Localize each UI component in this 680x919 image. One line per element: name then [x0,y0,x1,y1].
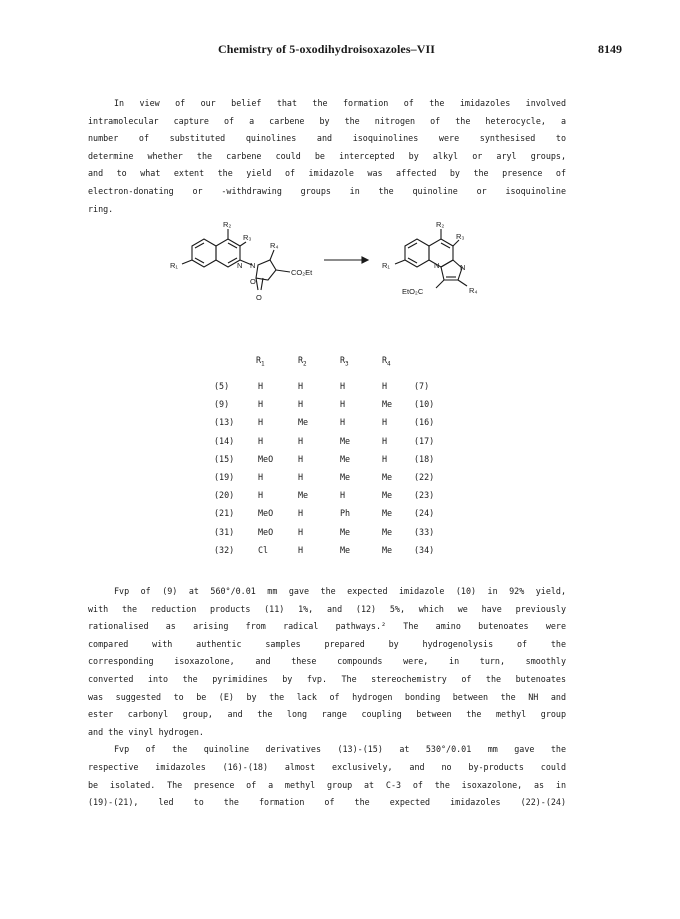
table-row [200,545,500,563]
text-line: intramolecular capture of a carbene by the nitrogen of the heterocycle, a [88,115,566,126]
table-row [200,472,500,490]
r1-value: H [258,490,264,501]
r4-value: Me [382,526,393,537]
paragraph-intro [88,95,566,218]
text-line: be isolated. The presence of a methyl group at C-3 of the isoxazolone, as in [88,779,566,790]
label-o-carbonyl: O [256,293,262,302]
label-r4-right: R₄ [469,286,478,295]
compound-number: (15) [214,453,235,464]
label-eto2c: EtO₂C [402,287,424,296]
label-n1-left: N [237,261,243,270]
text-line: Fvp of (9) at 560°/0.01 mm gave the expected imidazole (10) in 92% yield, [114,586,566,596]
compound-number: (20) [214,490,235,501]
paragraph-results [88,583,566,812]
text-line: electron-donating or -withdrawing groups in the quinoline or isoquinoline [88,185,566,196]
table-row [200,508,500,526]
label-r4-left: R₄ [270,241,279,250]
product-number: (23) [414,490,435,501]
header-r1: $R_1$ [256,355,265,368]
table-row [200,454,500,472]
text-line: number of substituted quinolines and isoquinolines were synthesised to [88,133,566,144]
label-co2et: CO₂Et [291,268,313,277]
compound-number: (31) [214,526,235,537]
product-number: (24) [414,508,435,519]
r4-value: Me [382,490,393,501]
r2-value: H [298,526,304,537]
starting-material-labels [170,220,313,302]
r4-value: H [382,381,388,391]
r1-value: MeO [258,508,274,519]
r1-value: MeO [258,453,274,464]
r3-value: Me [340,472,351,482]
r3-value: H [340,399,346,410]
r2-value: Me [298,417,309,428]
r1-value: H [258,472,264,482]
r1-value: H [258,399,264,410]
label-r1-right: R₁ [382,261,390,270]
product-labels [382,220,477,296]
r1-value: MeO [258,526,274,537]
label-n1-right: N [434,261,440,270]
compound-number: (13) [214,417,235,428]
table-row [200,399,500,417]
label-r3-right: R₃ [456,232,465,241]
r4-value: Me [382,508,393,519]
page-number: 8149 [598,42,622,56]
r3-value: Me [340,453,351,464]
compound-number: (19) [214,472,235,482]
running-header [0,42,680,62]
r4-value: Me [382,544,393,555]
r1-value: H [258,417,264,428]
r3-value: Ph [340,508,351,519]
compound-number: (21) [214,508,235,519]
product-number: (16) [414,417,435,428]
text-line: compared with authentic samples prepared by hydrogenolysis of the [88,638,566,649]
table-row [200,490,500,508]
r2-value: H [298,508,304,519]
product-number: (33) [414,526,435,537]
text-line: Fvp of the quinoline derivatives (13)-(15) at 530°/0.01 mm gave the [114,744,566,755]
text-line: determine whether the carbene could be intercepted by alkyl or aryl groups, [88,150,566,161]
text-line: with the reduction products (11) 1%, and (12) 5%, which we have previously [88,603,566,614]
text-line: (19)-(21), led to the formation of the expected imidazoles (22)-(24) [88,797,566,808]
compound-number: (32) [214,544,235,555]
label-n2-right: N [460,263,466,272]
table-row [200,436,500,454]
table-row [200,527,500,545]
running-title: Chemistry of 5-oxodihydroisoxazoles–VII [218,42,436,56]
table-row [200,381,500,399]
r3-value: H [340,490,346,501]
compound-number: (5) [214,381,230,391]
text-line: ester carbonyl group, and the long range coupling between the methyl group [88,709,566,720]
r1-value: H [258,381,264,391]
r3-value: H [340,417,346,428]
label-o-ring: O [250,277,256,286]
product-number: (34) [414,544,435,555]
table-row [200,417,500,435]
product-number: (17) [414,435,435,446]
r3-value: Me [340,544,351,555]
reaction-scheme [170,218,510,310]
r2-value: H [298,472,304,482]
label-r1-left: R₁ [170,261,178,270]
label-r2-right: R₂ [436,220,445,229]
text-line: converted into the pyrimidines by fvp. The stereochemistry of the butenoates [88,673,566,684]
text-line: In view of our belief that the formation of the imidazoles involved [114,98,566,108]
compound-number: (9) [214,399,230,410]
text-line: and to what extent the yield of imidazole was affected by the presence of [88,168,566,179]
header-r2: $R_2$ [298,355,307,368]
r4-value: H [382,435,388,446]
starting-material-structure [182,229,290,290]
r3-value: Me [340,435,351,446]
compound-number: (14) [214,435,235,446]
label-r3-left: R₃ [243,233,252,242]
product-number: (7) [414,381,430,391]
r4-value: H [382,417,388,428]
text-line: and the vinyl hydrogen. [88,726,204,737]
text-line: ring. [88,203,114,214]
table-header [200,355,500,377]
r3-value: Me [340,526,351,537]
reaction-arrow [324,257,368,263]
header-r4: $R_4$ [382,355,391,368]
r2-value: H [298,544,304,555]
product-number: (22) [414,472,435,482]
r4-value: Me [382,399,393,410]
r1-value: H [258,435,264,446]
text-line: corresponding isoxazolone, and these compounds were, in turn, smoothly [88,656,566,667]
r2-value: Me [298,490,309,501]
text-line: rationalised as arising from radical pathways.² The amino butenoates were [88,621,566,632]
label-n2-left: N [250,261,256,270]
r3-value: H [340,381,346,391]
product-number: (18) [414,453,435,464]
text-line: respective imidazoles (16)-(18) almost exclusively, and no by-products could [88,761,566,772]
r2-value: H [298,435,304,446]
header-r3: $R_3$ [340,355,349,368]
r1-value: Cl [258,544,269,555]
r4-value: Me [382,472,393,482]
r4-value: H [382,453,388,464]
label-r2-left: R₂ [223,220,232,229]
r2-value: H [298,381,304,391]
text-line: was suggested to be (E) by the lack of hydrogen bonding between the NH and [88,691,566,702]
product-number: (10) [414,399,435,410]
r2-value: H [298,399,304,410]
r2-value: H [298,453,304,464]
